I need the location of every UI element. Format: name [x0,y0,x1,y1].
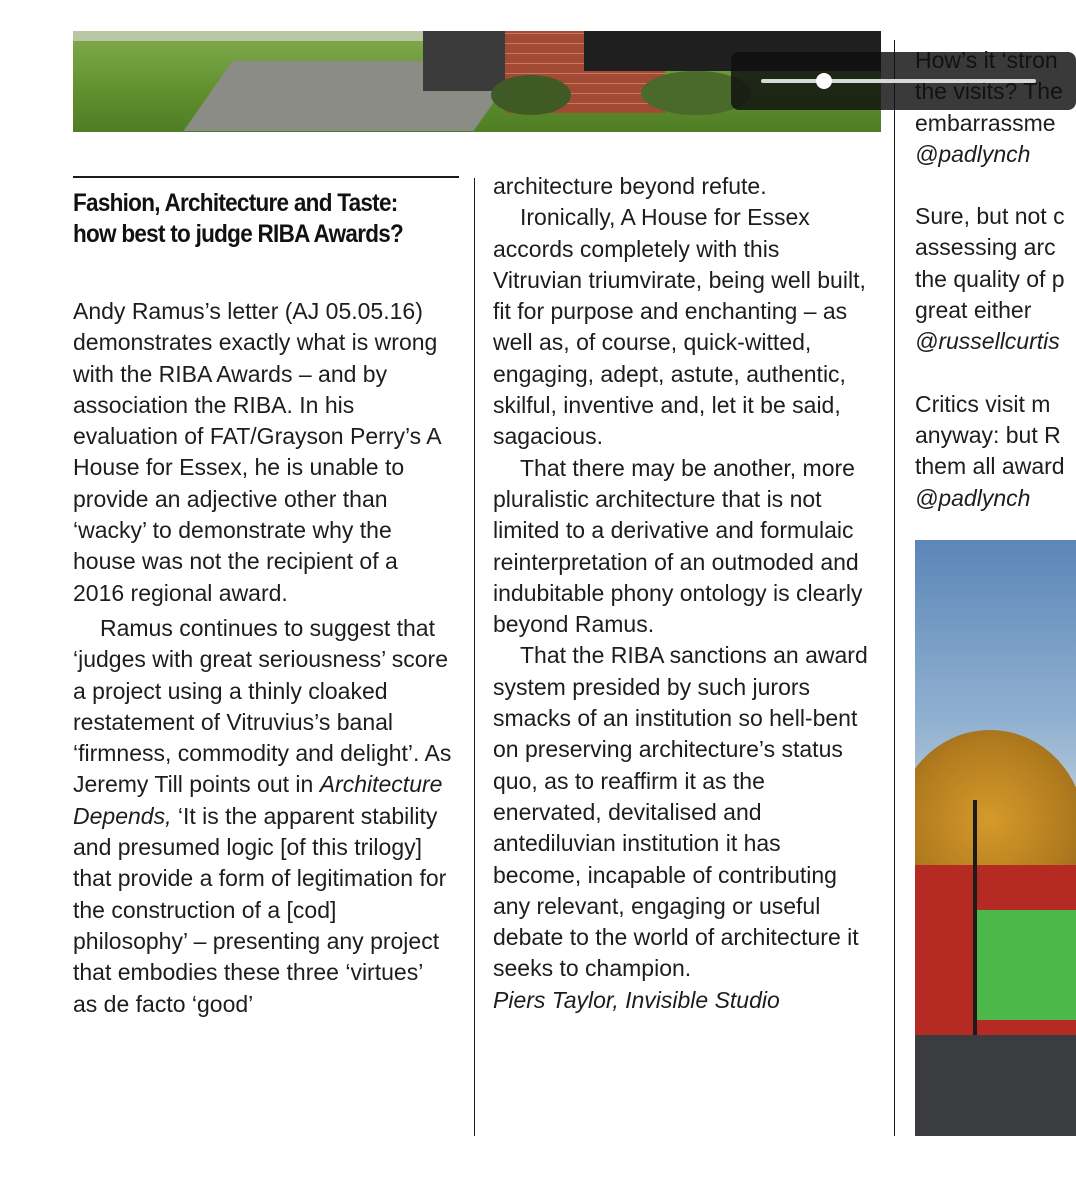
letter-signature: Piers Taylor, Invisible Studio [493,986,780,1013]
headline-rule [73,176,459,178]
paragraph: Andy Ramus’s letter (AJ 05.05.16) demonstrates exactly what is wrong with the RIBA Awards – and by association the RIBA. In his evaluation of FAT/Grayson Perry’s A House for Essex, he is unable to provide an adjective other than ‘wacky’ to demonstrate why the house was not the recipient of a 2016 regional award. [73,298,441,606]
tweets-column [915,45,1076,525]
paragraph: Ironically, A House for Essex accords completely with this Vitruvian triumvirate, being well built, fit for purpose and enchanting – as well as, of course, quick-witted, engaging, adept, astute, authentic, skilful, inventive and, let it be said, sagacious. [493,204,866,450]
slider-handle[interactable] [816,73,832,89]
side-photo [915,540,1076,1136]
tweet-handle: @padlynch [915,140,1031,167]
paragraph: That the RIBA sanctions an award system presided by such jurors smacks of an institution so hell-bent on preserving architecture’s status quo, as to reaffirm it as the enervated, devitalised and antediluvian institution it has become, incapable of contributing any relevant, engaging or useful debate to the world of architecture it seeks to champion. [493,642,868,982]
paragraph: architecture beyond refute. [493,173,767,199]
tweet-handle: @padlynch [915,484,1031,511]
book-title: Architecture Depends, [73,771,443,829]
paragraph: Ramus continues to suggest that ‘judges with great seriousness’ score a project using a thinly cloaked restatement of Vitruvius’s banal ‘firmness, commodity and delight’. As Jeremy Till points out in Architecture Depends, ‘It is the apparent stability and presumed logic [of this trilogy] that provide a form of legitimation for the construction of a [cod] philosophy’ – presenting any project that embodies these three ‘virtues’ as de facto ‘good’ [73,614,452,1017]
paragraph: That there may be another, more pluralistic architecture that is not limited to a derivative and formulaic reinterpretation of an outmoded and indubitable phony ontology is clearly beyond Ramus. [493,454,863,638]
tweet-handle: @russellcurtis [915,328,1060,355]
tweet: embarrassme @padlynch [915,109,1056,167]
tweet: Sure, but not c assessing arc the quality of p great either @russellcurtis [915,203,1065,355]
slider-track[interactable] [761,79,1036,83]
letter-column-2 [493,171,871,1016]
tweet: Critics visit m anyway: but R them all award @padlynch [915,390,1065,511]
zoom-slider[interactable] [731,52,1076,110]
column-divider-1 [474,178,475,1136]
letter-headline: Fashion, Architecture and Taste: how best to judge RIBA Awards? [73,189,404,248]
column-divider-2 [894,40,895,1136]
letter-column-1 [73,296,453,1020]
